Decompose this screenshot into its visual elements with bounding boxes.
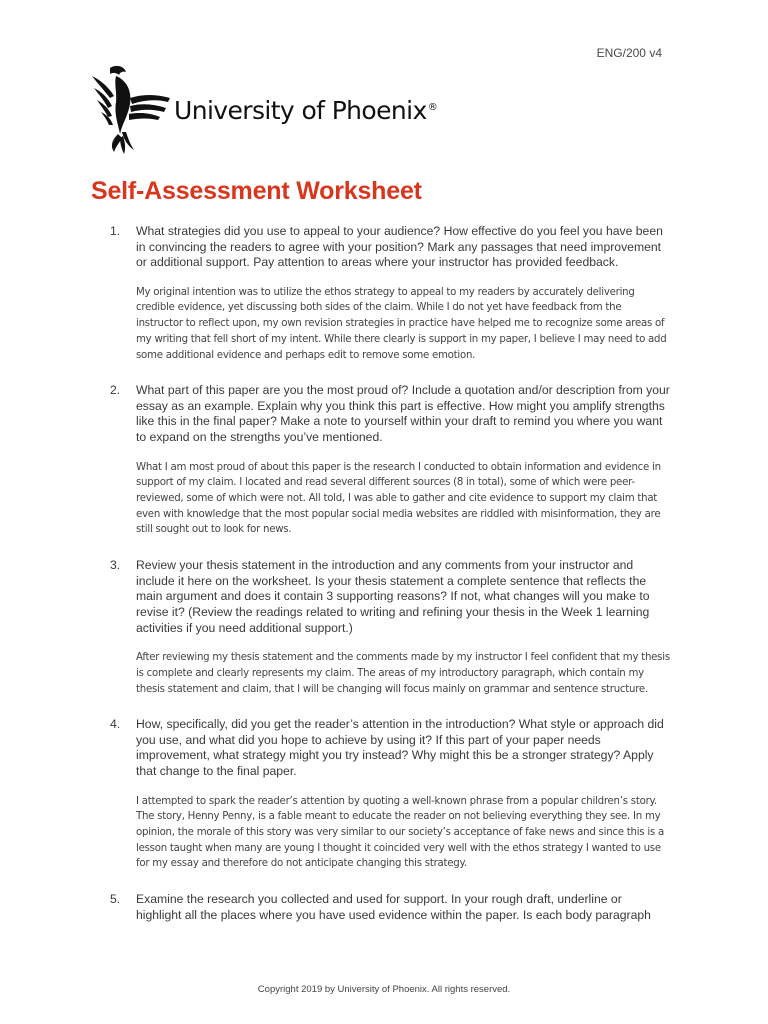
answer-text: What I am most proud of about this paper is the research I conducted to obtain information and evidence in support of my claim. I located and read several different sources (8 in total), some of which were peer-reviewed, some of which were not. All told, I was able to gather and cite evidence to support my claim that even with knowledge that the most popular social media websites are riddled with misinformation, they are still sought out to look for news. xyxy=(136,461,661,536)
question-number: 5. xyxy=(110,892,121,907)
copyright-footer: Copyright 2019 by University of Phoenix. All rights reserved. xyxy=(257,984,511,995)
question-item xyxy=(110,383,670,538)
answer-text: After reviewing my thesis statement and the comments made by my instructor I feel confident that my thesis is complete and clearly represents my claim. The areas of my introductory paragraph, which contain my thesis statement and claim, that I will be changing will focus mainly on grammar and sentence structure. xyxy=(136,652,670,695)
question-item xyxy=(110,892,670,923)
question-text: What part of this paper are you the most proud of? Include a quotation and/or description from your essay as an example. Explain why you think this part is effective. How might you amplify strengths like this in the final paper? Make a note to yourself within your draft to remind you where you want to expand on the strengths you’ve mentioned. xyxy=(136,383,670,445)
question-text: How, specifically, did you get the reader’s attention in the introduction? What style or approach did you use, and what did you hope to achieve by using it? If this part of your paper needs improvement, what strategy might you try instead? Why might this be a stronger strategy? Apply that change to the final paper. xyxy=(136,717,664,779)
question-text: Review your thesis statement in the introduction and any comments from your instructor and include it here on the worksheet. Is your thesis statement a complete sentence that reflects the main argument and does it contain 3 supporting reasons? If not, what changes will you make to revise it? (Review the readings related to writing and refining your thesis in the Week 1 learning activities if you need additional support.) xyxy=(136,558,650,635)
question-item xyxy=(110,717,670,872)
question-item xyxy=(110,558,670,697)
phoenix-bird-icon xyxy=(90,62,174,154)
answer-text: My original intention was to utilize the ethos strategy to appeal to my readers by accurately delivering credible evidence, yet discussing both sides of the claim. While I do not yet have feedback from the instructor to reflect upon, my own revision strategies in practice have helped me to recognize some areas of my writing that fell short of my intent. While there clearly is support in my paper, I believe I may need to add some additional evidence and perhaps edit to remove some emotion. xyxy=(136,286,667,361)
brand-name: University of Phoenix® xyxy=(174,95,438,125)
question-item xyxy=(110,224,670,363)
question-number: 1. xyxy=(110,224,121,238)
question-text: What strategies did you use to appeal to your audience? How effective do you feel you have been in convincing the readers to agree with your position? Mark any passages that need improvement or additional support. Pay attention to areas where your instructor has provided feedback. xyxy=(136,224,663,270)
course-code: ENG/200 v4 xyxy=(596,46,662,60)
question-list xyxy=(110,224,670,943)
question-text: Examine the research you collected and used for support. In your rough draft, underline or highlight all the places where you have used evidence within the paper. Is each body paragraph xyxy=(136,892,651,922)
answer-text: I attempted to spark the reader’s attention by quoting a well-known phrase from a popular children’s story. The story, Henny Penny, is a fable meant to educate the reader on not believing everything they see. In my opinion, the morale of this story was very similar to our society’s acceptance of fake news and since this is a lesson taught when many are young I thought it coincided very well with the ethos strategy I wanted to use for my essay and therefore do not anticipate changing this strategy. xyxy=(136,795,664,870)
page-title: Self-Assessment Worksheet xyxy=(91,177,422,205)
question-number: 3. xyxy=(110,558,121,573)
question-number: 4. xyxy=(110,717,121,732)
question-number: 2. xyxy=(110,383,121,398)
university-logo xyxy=(90,62,437,154)
